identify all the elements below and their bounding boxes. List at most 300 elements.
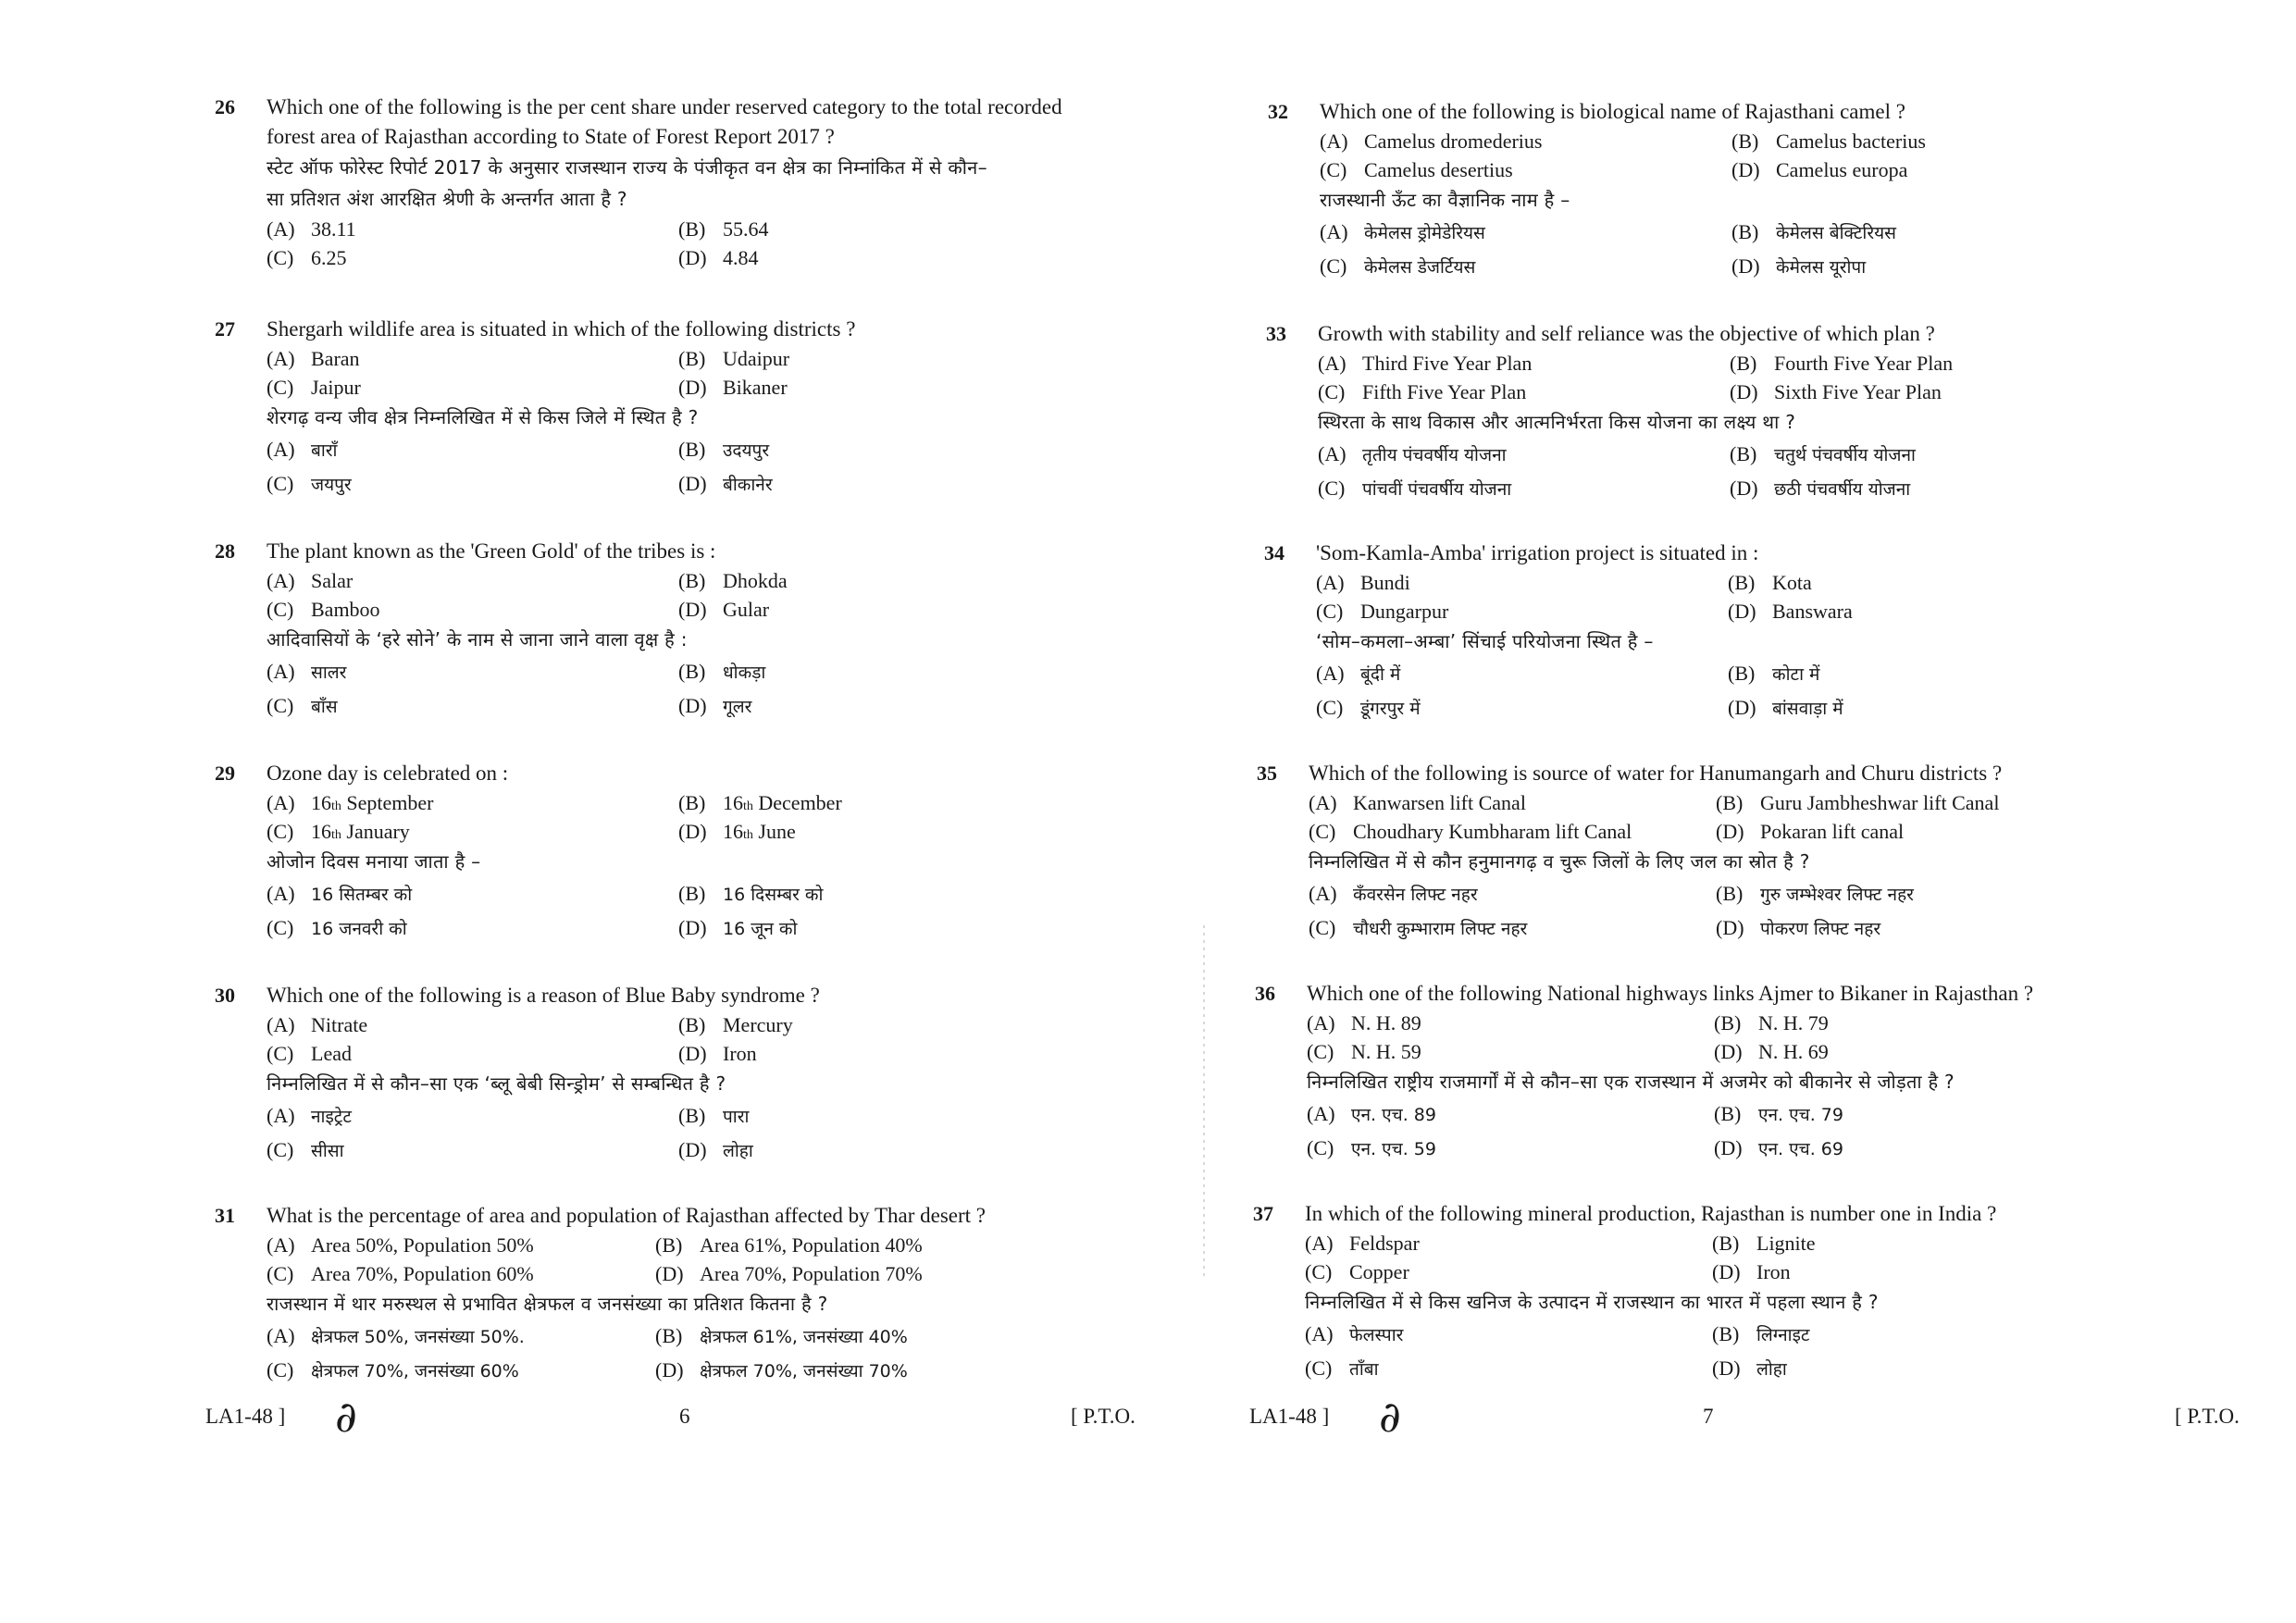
option-d[interactable] <box>1712 1258 2234 1286</box>
option-value: 16 जनवरी को <box>311 919 407 939</box>
option-value: Udaipur <box>723 347 790 370</box>
option-value: एन. एच. 69 <box>1758 1139 1843 1159</box>
option-key: (C) <box>267 376 294 399</box>
options-en <box>1318 349 2191 406</box>
please-turn-over: [ P.T.O. <box>2175 1405 2240 1428</box>
options-hi <box>267 1319 1177 1388</box>
option-a[interactable] <box>1307 1009 1714 1037</box>
option-d-hi[interactable] <box>1728 691 2190 725</box>
option-value: केमेलस डेजर्टियस <box>1364 257 1476 278</box>
partial-mark-icon: ∂ <box>1379 1392 1401 1442</box>
option-key: (A) <box>1305 1322 1334 1345</box>
option-key: (A) <box>267 217 295 241</box>
option-key: (C) <box>1320 254 1347 278</box>
option-value: Camelus desertius <box>1364 158 1513 181</box>
option-key: (B) <box>678 438 706 461</box>
question-number: 31 <box>215 1204 235 1227</box>
question-text-hi: राजस्थान में थार मरुस्थल से प्रभावित क्षेत्रफल व जनसंख्या का प्रतिशत कितना है ? <box>267 1293 828 1315</box>
option-key: (A) <box>1307 1011 1335 1035</box>
option-d[interactable]: (D) 16 th June <box>678 817 1140 846</box>
option-b[interactable] <box>1731 127 2193 155</box>
option-b[interactable] <box>678 1010 1140 1039</box>
option-d-hi[interactable] <box>1716 911 2238 946</box>
option-key: (B) <box>1712 1232 1740 1255</box>
option-key: (D) <box>655 1262 684 1285</box>
option-value: Sixth Five Year Plan <box>1774 380 1942 403</box>
option-value: Dhokda <box>723 569 788 592</box>
option-c-hi[interactable] <box>267 689 678 724</box>
option-b[interactable] <box>678 215 1159 243</box>
option-key: (B) <box>678 882 706 905</box>
option-key: (C) <box>1316 600 1344 623</box>
question-text-hi: राजस्थानी ऊँट का वैज्ञानिक नाम है – <box>1320 189 1570 211</box>
option-value: 16 जून को <box>723 919 798 939</box>
option-d[interactable] <box>678 243 1159 272</box>
option-key: (C) <box>267 598 294 621</box>
option-a-hi[interactable] <box>1316 657 1728 691</box>
paper-code: LA1-48 ] <box>205 1405 286 1428</box>
option-a[interactable] <box>267 1010 678 1039</box>
please-turn-over: [ P.T.O. <box>1071 1405 1136 1428</box>
question-text-hi-line-2: सा प्रतिशत अंश आरक्षित श्रेणी के अन्तर्गत आता है ? <box>267 188 627 210</box>
option-c-hi[interactable] <box>1307 1132 1714 1166</box>
option-b-hi[interactable] <box>1716 877 2238 911</box>
option-value: कँवरसेन लिफ्ट नहर <box>1353 885 1478 905</box>
option-key: (B) <box>1728 662 1756 685</box>
question-text-hi: निम्नलिखित में से कौन–सा एक ‘ब्लू बेबी सिन्ड्रोम’ से सम्बन्धित है ? <box>267 1072 726 1095</box>
option-key: (D) <box>1712 1357 1741 1380</box>
question-number: 36 <box>1255 982 1275 1005</box>
option-b[interactable] <box>678 344 1140 373</box>
options-en <box>267 788 1140 846</box>
option-key: (D) <box>678 694 707 717</box>
option-key: (A) <box>267 569 295 592</box>
option-value: Pokaran lift canal <box>1760 820 1905 843</box>
option-key: (D) <box>678 246 707 269</box>
option-value: क्षेत्रफल 50%, जनसंख्या 50%. <box>311 1327 525 1347</box>
option-value: Area 61%, Population 40% <box>700 1233 923 1257</box>
option-c[interactable] <box>1318 378 1730 406</box>
option-d[interactable] <box>1731 155 2193 184</box>
option-d[interactable] <box>655 1259 1177 1288</box>
option-value: Baran <box>311 347 360 370</box>
option-a[interactable] <box>1318 349 1730 378</box>
option-value: N. H. 59 <box>1351 1040 1421 1063</box>
option-key: (B) <box>678 217 706 241</box>
options-en <box>1305 1229 2234 1286</box>
question-text-en: What is the percentage of area and population of Rajasthan affected by Thar desert ? <box>267 1204 986 1227</box>
option-key: (C) <box>267 694 294 717</box>
option-c[interactable] <box>1307 1037 1714 1066</box>
option-b-hi[interactable] <box>678 655 1140 689</box>
options-hi <box>1320 216 2193 284</box>
option-b-hi[interactable] <box>1730 438 2191 472</box>
option-value: पोकरण लिफ्ट नहर <box>1760 919 1881 939</box>
option-value: फेलस्पार <box>1349 1325 1404 1345</box>
option-value: June <box>758 820 796 843</box>
option-value: Kota <box>1772 571 1812 594</box>
option-value: कोटा में <box>1772 664 1820 685</box>
option-key: (D) <box>655 1358 684 1381</box>
option-a-hi[interactable] <box>1320 216 1731 250</box>
option-key: (D) <box>1716 820 1744 843</box>
option-value: Banswara <box>1772 600 1853 623</box>
question-number: 37 <box>1253 1202 1273 1225</box>
option-value: Iron <box>723 1042 757 1065</box>
option-c[interactable] <box>1309 817 1716 846</box>
options-hi <box>1309 877 2238 946</box>
option-value: 6.25 <box>311 246 347 269</box>
option-key: (A) <box>1318 442 1347 465</box>
option-key: (D) <box>678 820 707 843</box>
options-en <box>267 215 1159 272</box>
option-a-hi[interactable] <box>1307 1097 1714 1132</box>
option-key: (B) <box>678 347 706 370</box>
option-value: December <box>758 791 842 814</box>
option-b-hi[interactable] <box>678 433 1140 467</box>
option-d[interactable] <box>1714 1037 2254 1066</box>
options-hi <box>1318 438 2191 506</box>
option-value: Camelus bacterius <box>1776 130 1926 153</box>
option-key: (B) <box>1731 130 1759 153</box>
option-key: (A) <box>267 1104 295 1127</box>
option-d-hi[interactable] <box>1731 250 2193 284</box>
question-number: 33 <box>1266 322 1286 345</box>
option-key: (B) <box>678 791 706 814</box>
option-a-hi[interactable] <box>1309 877 1716 911</box>
question-text-en: Which one of the following is a reason of Blue Baby syndrome ? <box>267 984 820 1007</box>
option-key: (C) <box>267 1138 294 1161</box>
option-value: Bikaner <box>723 376 788 399</box>
option-key: (D) <box>1712 1260 1741 1283</box>
option-value: बूंदी में <box>1360 664 1401 685</box>
option-value: Fourth Five Year Plan <box>1774 352 1954 375</box>
option-a[interactable] <box>1309 788 1716 817</box>
option-key: (C) <box>1305 1357 1333 1380</box>
option-value: Area 70%, Population 60% <box>311 1262 534 1285</box>
option-value: Bamboo <box>311 598 380 621</box>
option-key: (B) <box>1730 352 1757 375</box>
option-c-hi[interactable] <box>267 467 678 502</box>
option-day: 16 <box>723 820 743 843</box>
question-text-en: The plant known as the 'Green Gold' of the tribes is : <box>267 539 716 563</box>
option-d[interactable] <box>1728 597 2190 626</box>
question-text-en: Ozone day is celebrated on : <box>267 762 509 785</box>
option-b[interactable]: (B) 16 th December <box>678 788 1140 817</box>
question-text-hi: निम्नलिखित में से कौन हनुमानगढ़ व चुरू जिलों के लिए जल का स्रोत है ? <box>1309 850 1810 873</box>
option-value: 16 सितम्बर को <box>311 885 413 905</box>
option-key: (A) <box>267 347 295 370</box>
option-c[interactable] <box>267 1259 655 1288</box>
option-key: (C) <box>1318 477 1346 500</box>
options-en <box>267 1231 1177 1288</box>
option-b-hi[interactable] <box>655 1319 1177 1354</box>
option-c-hi[interactable] <box>267 1134 678 1168</box>
option-key: (A) <box>1320 220 1348 243</box>
options-hi <box>1305 1318 2234 1386</box>
option-key: (C) <box>1309 916 1336 939</box>
option-key: (D) <box>678 916 707 939</box>
option-key: (B) <box>1714 1102 1742 1125</box>
option-d-hi[interactable] <box>655 1354 1177 1388</box>
option-value: N. H. 69 <box>1758 1040 1829 1063</box>
option-d[interactable] <box>678 1039 1140 1068</box>
option-c[interactable] <box>1316 597 1728 626</box>
option-key: (B) <box>1730 442 1757 465</box>
option-value: 16 दिसम्बर को <box>723 885 824 905</box>
option-value: धोकड़ा <box>723 663 766 683</box>
option-value: Lead <box>311 1042 352 1065</box>
option-value: Jaipur <box>311 376 361 399</box>
option-key: (B) <box>655 1324 683 1347</box>
option-a[interactable] <box>1320 127 1731 155</box>
option-value: गूलर <box>723 697 752 717</box>
option-value: Copper <box>1349 1260 1409 1283</box>
page-number: 7 <box>1703 1405 1714 1428</box>
option-key: (D) <box>1716 916 1744 939</box>
option-key: (C) <box>1318 380 1346 403</box>
option-key: (A) <box>1309 882 1337 905</box>
option-value: September <box>346 791 434 814</box>
question-text-en: Which one of the following National highways links Ajmer to Bikaner in Rajasthan ? <box>1307 982 2034 1005</box>
option-key: (A) <box>1305 1232 1334 1255</box>
option-a-hi[interactable] <box>1318 438 1730 472</box>
option-a-hi[interactable] <box>267 1099 678 1134</box>
option-key: (A) <box>267 882 295 905</box>
option-c-hi[interactable] <box>1305 1352 1712 1386</box>
option-value: बांसवाड़ा में <box>1772 699 1843 719</box>
option-key: (C) <box>1309 820 1336 843</box>
option-c[interactable] <box>1305 1258 1712 1286</box>
option-value: पांचवीं पंचवर्षीय योजना <box>1362 479 1512 500</box>
option-c[interactable] <box>267 243 678 272</box>
option-c[interactable] <box>267 595 678 624</box>
option-key: (A) <box>1316 571 1345 594</box>
options-en <box>267 1010 1140 1068</box>
option-key: (C) <box>1307 1040 1334 1063</box>
option-value: 4.84 <box>723 246 759 269</box>
option-value: गुरु जम्भेश्वर लिफ्ट नहर <box>1760 885 1914 905</box>
option-key: (A) <box>267 1233 295 1257</box>
page-number: 6 <box>679 1405 690 1428</box>
option-value: N. H. 79 <box>1758 1011 1829 1035</box>
option-b[interactable] <box>1712 1229 2234 1258</box>
option-c-hi[interactable] <box>267 911 678 946</box>
option-value: क्षेत्रफल 70%, जनसंख्या 70% <box>700 1361 908 1381</box>
option-key: (D) <box>678 1138 707 1161</box>
options-en <box>1309 788 2238 846</box>
option-c-hi[interactable] <box>1309 911 1716 946</box>
option-value: चौधरी कुम्भाराम लिफ्ट नहर <box>1353 919 1528 939</box>
option-value: क्षेत्रफल 61%, जनसंख्या 40% <box>700 1327 908 1347</box>
option-a-hi[interactable] <box>267 1319 655 1354</box>
option-key: (C) <box>1307 1136 1334 1159</box>
option-b[interactable] <box>1716 788 2238 817</box>
option-b[interactable] <box>655 1231 1177 1259</box>
question-number: 34 <box>1264 541 1285 564</box>
options-en <box>1316 568 2190 626</box>
option-b-hi[interactable] <box>1712 1318 2234 1352</box>
option-d-hi[interactable] <box>1730 472 2191 506</box>
option-value: लिग्नाइट <box>1756 1325 1810 1345</box>
question-text-hi: निम्नलिखित राष्ट्रीय राजमार्गों में से कौन–सा एक राजस्थान में अजमेर को बीकानेर से जोड़ता है ? <box>1307 1071 1955 1093</box>
question-number: 26 <box>215 95 235 118</box>
option-key: (B) <box>1716 791 1744 814</box>
option-value: लोहा <box>723 1141 753 1161</box>
option-key: (C) <box>267 1042 294 1065</box>
partial-mark-icon: ∂ <box>335 1392 357 1442</box>
question-number: 35 <box>1257 762 1277 785</box>
option-value: Guru Jambheshwar lift Canal <box>1760 791 2000 814</box>
question-text-hi: आदिवासियों के ‘हरे सोने’ के नाम से जाना जाने वाला वृक्ष है : <box>267 628 688 650</box>
option-value: Camelus europa <box>1776 158 1908 181</box>
option-a[interactable] <box>267 566 678 595</box>
option-d[interactable] <box>678 595 1140 624</box>
option-value: एन. एच. 89 <box>1351 1105 1436 1125</box>
option-value: लोहा <box>1756 1359 1787 1380</box>
options-hi <box>267 1099 1140 1168</box>
option-c-hi[interactable] <box>1316 691 1728 725</box>
option-key: (B) <box>678 569 706 592</box>
option-value: केमेलस ड्रोमेडेरियस <box>1364 223 1485 243</box>
option-b[interactable] <box>1730 349 2191 378</box>
option-a[interactable] <box>267 215 678 243</box>
option-key: (D) <box>678 598 707 621</box>
question-text-hi-line-1: स्टेट ऑफ फोरेस्ट रिपोर्ट 2017 के अनुसार राजस्थान राज्य के पंजीकृत वन क्षेत्र का निम्नांकित में से कौन– <box>267 156 987 179</box>
question-number: 27 <box>215 317 235 341</box>
option-b-hi[interactable] <box>678 877 1140 911</box>
option-key: (C) <box>267 1358 294 1381</box>
option-d[interactable] <box>1730 378 2191 406</box>
options-hi <box>1307 1097 2254 1166</box>
option-value: डूंगरपुर में <box>1360 699 1421 719</box>
option-a[interactable] <box>267 344 678 373</box>
option-value: Area 70%, Population 70% <box>700 1262 923 1285</box>
option-key: (B) <box>1714 1011 1742 1035</box>
option-value: 55.64 <box>723 217 769 241</box>
option-c[interactable] <box>1320 155 1731 184</box>
paper-code: LA1-48 ] <box>1249 1405 1330 1428</box>
option-b-hi[interactable] <box>1728 657 2190 691</box>
question-text-en: Growth with stability and self reliance was the objective of which plan ? <box>1318 322 1935 345</box>
option-value: ताँबा <box>1349 1359 1379 1380</box>
option-key: (D) <box>678 376 707 399</box>
option-a-hi[interactable] <box>267 655 678 689</box>
option-d-hi[interactable] <box>678 911 1140 946</box>
option-b[interactable] <box>1714 1009 2254 1037</box>
option-a[interactable] <box>267 1231 655 1259</box>
option-a-hi[interactable] <box>267 433 678 467</box>
option-key: (B) <box>1716 882 1744 905</box>
option-d[interactable] <box>678 373 1140 402</box>
option-day: 16 <box>723 791 743 814</box>
option-key: (D) <box>1730 380 1758 403</box>
option-key: (A) <box>1307 1102 1335 1125</box>
option-d-hi[interactable] <box>678 467 1140 502</box>
question-text-hi: निम्नलिखित में से किस खनिज के उत्पादन में राजस्थान का भारत में पहला स्थान है ? <box>1305 1291 1879 1313</box>
option-value: तृतीय पंचवर्षीय योजना <box>1362 445 1507 465</box>
option-b-hi[interactable] <box>1714 1097 2254 1132</box>
option-value: Mercury <box>723 1013 793 1036</box>
options-hi <box>1316 657 2190 725</box>
options-en <box>267 344 1140 402</box>
page-7 <box>1203 0 2296 1623</box>
option-c-hi[interactable] <box>267 1354 655 1388</box>
option-key: (D) <box>1728 696 1756 719</box>
option-b-hi[interactable] <box>678 1099 1140 1134</box>
option-key: (A) <box>267 1013 295 1036</box>
option-key: (C) <box>1320 158 1347 181</box>
question-text-en: Which of the following is source of water for Hanumangarh and Churu districts ? <box>1309 762 2003 785</box>
option-value: Feldspar <box>1349 1232 1420 1255</box>
option-key: (A) <box>267 791 295 814</box>
option-day: 16 <box>311 791 331 814</box>
option-b-hi[interactable] <box>1731 216 2193 250</box>
option-value: Kanwarsen lift Canal <box>1353 791 1526 814</box>
option-c[interactable] <box>267 373 678 402</box>
option-value: क्षेत्रफल 70%, जनसंख्या 60% <box>311 1361 519 1381</box>
option-value: 38.11 <box>311 217 356 241</box>
option-value: Camelus dromederius <box>1364 130 1543 153</box>
question-number: 28 <box>215 539 235 563</box>
option-b[interactable] <box>1728 568 2190 597</box>
option-d-hi[interactable] <box>678 1134 1140 1168</box>
options-hi <box>267 655 1140 724</box>
question-text-en: Which one of the following is biological name of Rajasthani camel ? <box>1320 100 1905 123</box>
option-a-hi[interactable] <box>267 877 678 911</box>
option-key: (C) <box>267 820 294 843</box>
question-text-en-line-1: Which one of the following is the per cent share under reserved category to the total recorded <box>267 95 1062 118</box>
option-d-hi[interactable] <box>1712 1352 2234 1386</box>
option-key: (A) <box>267 1324 295 1347</box>
option-d-hi[interactable] <box>1714 1132 2254 1166</box>
option-d[interactable] <box>1716 817 2238 846</box>
option-key: (B) <box>678 660 706 683</box>
option-value: Choudhary Kumbharam lift Canal <box>1353 820 1632 843</box>
option-c-hi[interactable] <box>1320 250 1731 284</box>
option-c-hi[interactable] <box>1318 472 1730 506</box>
option-key: (A) <box>1316 662 1345 685</box>
option-key: (D) <box>1714 1040 1743 1063</box>
option-value: सीसा <box>311 1141 344 1161</box>
option-c[interactable] <box>267 1039 678 1068</box>
option-d-hi[interactable] <box>678 689 1140 724</box>
option-key: (C) <box>267 1262 294 1285</box>
option-value: Fifth Five Year Plan <box>1362 380 1527 403</box>
option-a[interactable] <box>1316 568 1728 597</box>
option-b[interactable] <box>678 566 1140 595</box>
option-value: Area 50%, Population 50% <box>311 1233 534 1257</box>
option-value: एन. एच. 59 <box>1351 1139 1436 1159</box>
option-a-hi[interactable] <box>1305 1318 1712 1352</box>
option-key: (B) <box>655 1233 683 1257</box>
options-hi <box>267 877 1140 946</box>
option-a[interactable]: (A) 16 th September <box>267 788 678 817</box>
option-value: Dungarpur <box>1360 600 1449 623</box>
option-c[interactable]: (C) 16 th January <box>267 817 678 846</box>
option-value: उदयपुर <box>723 440 770 461</box>
option-value: Bundi <box>1360 571 1410 594</box>
option-value: Third Five Year Plan <box>1362 352 1533 375</box>
option-value: N. H. 89 <box>1351 1011 1421 1035</box>
option-key: (C) <box>1305 1260 1333 1283</box>
option-key: (B) <box>678 1104 706 1127</box>
option-value: Gular <box>723 598 770 621</box>
options-en <box>267 566 1140 624</box>
option-value: Salar <box>311 569 354 592</box>
option-a[interactable] <box>1305 1229 1712 1258</box>
option-value: पारा <box>723 1107 750 1127</box>
